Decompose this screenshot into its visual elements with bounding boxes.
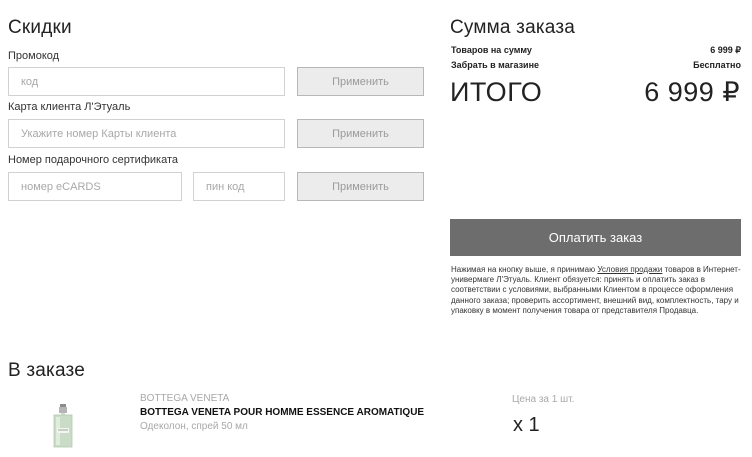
legal-notice — [451, 265, 743, 316]
total-value: 6 999 ₽ — [644, 77, 740, 107]
loyalty-card-label: Карта клиента Л'Этуаль — [8, 101, 131, 113]
total-label: ИТОГО — [450, 77, 543, 107]
pay-order-button[interactable]: Оплатить заказ — [450, 219, 741, 256]
gift-certificate-pin-input[interactable] — [193, 172, 285, 201]
goods-total-row — [451, 45, 741, 55]
product-image[interactable] — [52, 404, 74, 448]
pickup-row — [451, 60, 741, 70]
product-brand: BOTTEGA VENETA — [140, 393, 230, 404]
product-name[interactable]: BOTTEGA VENETA POUR HOMME ESSENCE AROMATIQUE — [140, 407, 425, 418]
legal-text-before: Нажимая на кнопку выше, я принимаю — [451, 265, 598, 274]
promo-code-input[interactable] — [8, 67, 285, 96]
loyalty-card-input[interactable] — [8, 119, 285, 148]
legal-text-after: товаров в Интернет-универмаге Л'Этуаль. Клиент обязуется: принять и оплатить заказ в соответствии с условиями, выбранными Клиентом в процессе оформления данного заказа; проверить ассортимент, внешний вид, комплектность, тару и упаковку в момент получения товара от представителя Продавца. — [451, 265, 741, 315]
gift-certificate-apply-button[interactable]: Применить — [297, 172, 424, 201]
pickup-value: Бесплатно — [693, 60, 741, 70]
pickup-label: Забрать в магазине — [451, 60, 540, 70]
terms-of-sale-link[interactable]: Условия продажи — [597, 265, 663, 274]
product-quantity: x 1 — [513, 414, 540, 436]
promo-apply-button[interactable]: Применить — [297, 67, 424, 96]
gift-certificate-label: Номер подарочного сертификата — [8, 154, 178, 166]
gift-certificate-number-input[interactable] — [8, 172, 182, 201]
loyalty-card-apply-button[interactable]: Применить — [297, 119, 424, 148]
summary-title: Сумма заказа — [450, 17, 576, 38]
discounts-title: Скидки — [8, 17, 72, 38]
goods-total-label: Товаров на сумму — [451, 45, 532, 55]
promo-label: Промокод — [8, 50, 60, 62]
product-description: Одеколон, спрей 50 мл — [140, 421, 248, 432]
order-title: В заказе — [8, 360, 85, 381]
unit-price-label: Цена за 1 шт. — [512, 394, 575, 405]
goods-total-value: 6 999 ₽ — [710, 45, 741, 55]
